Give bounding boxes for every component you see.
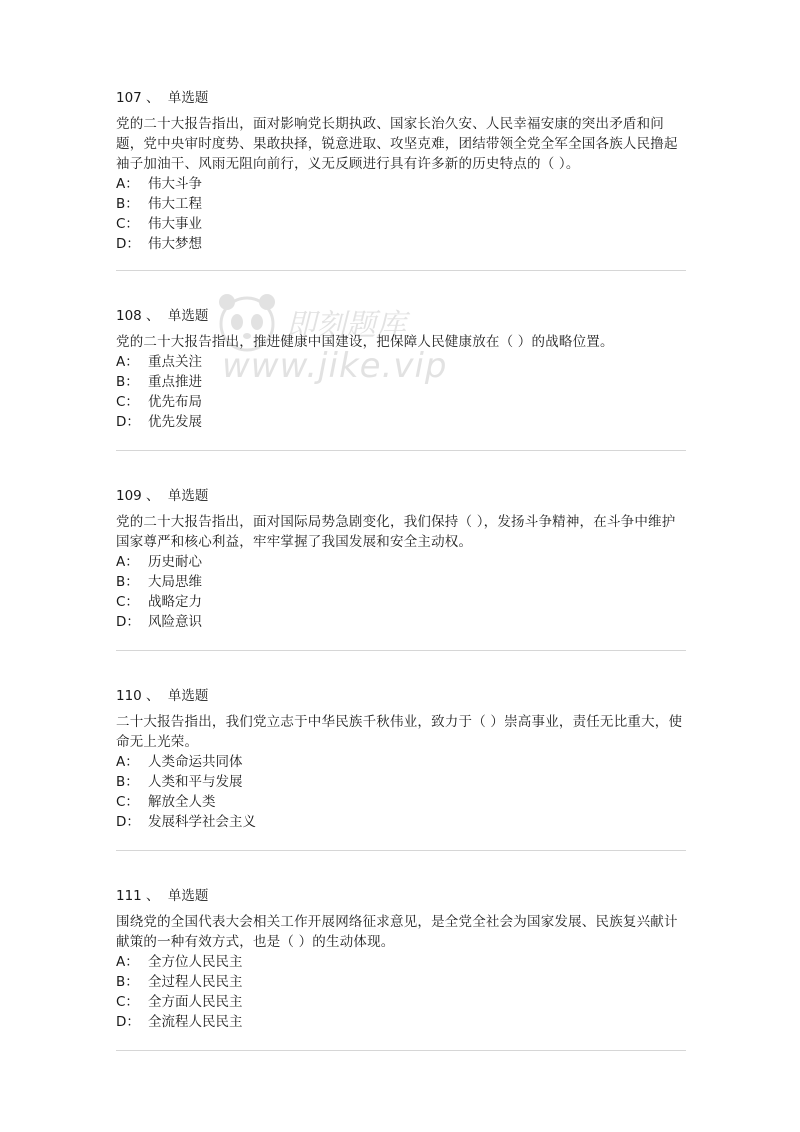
option-c: [116, 792, 686, 812]
option-b: [116, 194, 686, 214]
divider: [116, 270, 686, 271]
option-b: [116, 372, 686, 392]
option-c: [116, 592, 686, 612]
option-letter: C：: [116, 994, 139, 1010]
options-list: [116, 352, 686, 432]
question-number: 109 、: [116, 488, 160, 504]
option-text: 重点关注: [148, 354, 202, 370]
question-110: [116, 686, 686, 832]
question-107: [116, 88, 686, 254]
question-type: 单选题: [167, 488, 209, 504]
option-text: 重点推进: [148, 374, 202, 390]
option-d: [116, 234, 686, 254]
option-text: 全方位人民民主: [148, 954, 243, 970]
divider: [116, 850, 686, 851]
divider: [116, 450, 686, 451]
option-d: [116, 812, 686, 832]
options-list: [116, 952, 686, 1032]
option-b: [116, 772, 686, 792]
option-text: 全方面人民民主: [148, 994, 243, 1010]
option-text: 战略定力: [148, 594, 202, 610]
option-d: [116, 612, 686, 632]
option-letter: B：: [116, 774, 139, 790]
option-text: 风险意识: [148, 614, 202, 630]
option-c: [116, 392, 686, 412]
options-list: [116, 752, 686, 832]
option-text: 伟大斗争: [148, 176, 202, 192]
question-stem: 党的二十大报告指出，面对国际局势急剧变化，我们保持（ ），发扬斗争精神，在斗争中维护国家尊严和核心利益，牢牢掌握了我国发展和安全主动权。: [116, 514, 676, 550]
option-d: [116, 412, 686, 432]
option-letter: C：: [116, 594, 139, 610]
option-text: 全过程人民民主: [148, 974, 243, 990]
option-text: 优先发展: [148, 414, 202, 430]
question-111: [116, 886, 686, 1032]
option-d: [116, 1012, 686, 1032]
option-text: 历史耐心: [148, 554, 202, 570]
option-text: 优先布局: [148, 394, 202, 410]
option-letter: A：: [116, 554, 139, 570]
option-a: [116, 174, 686, 194]
question-number: 107 、: [116, 90, 160, 106]
option-letter: A：: [116, 954, 139, 970]
option-letter: D：: [116, 236, 140, 252]
question-number: 111 、: [116, 888, 160, 904]
option-text: 解放全人类: [148, 794, 216, 810]
option-text: 人类和平与发展: [148, 774, 243, 790]
question-type: 单选题: [167, 888, 209, 904]
option-letter: B：: [116, 374, 139, 390]
option-b: [116, 972, 686, 992]
option-text: 人类命运共同体: [148, 754, 243, 770]
question-number: 110 、: [116, 688, 160, 704]
option-letter: C：: [116, 216, 139, 232]
question-108: [116, 306, 686, 432]
question-stem: 党的二十大报告指出，推进健康中国建设，把保障人民健康放在（ ）的战略位置。: [116, 334, 614, 350]
option-c: [116, 992, 686, 1012]
question-type: 单选题: [167, 90, 209, 106]
option-text: 伟大事业: [148, 216, 202, 232]
question-stem: 党的二十大报告指出，面对影响党长期执政、国家长治久安、人民幸福安康的突出矛盾和问题，党中央审时度势、果敢抉择，锐意进取、攻坚克难，团结带领全党全军全国各族人民撸起袖子加油干、风雨无阻向前行，义无反顾进行具有许多新的历史特点的（ ）。: [116, 116, 678, 172]
divider: [116, 650, 686, 651]
option-letter: B：: [116, 574, 139, 590]
option-text: 大局思维: [148, 574, 202, 590]
options-list: [116, 174, 686, 254]
option-a: [116, 552, 686, 572]
option-a: [116, 752, 686, 772]
option-letter: A：: [116, 754, 139, 770]
option-text: 伟大工程: [148, 196, 202, 212]
option-letter: D：: [116, 614, 140, 630]
option-a: [116, 952, 686, 972]
option-text: 发展科学社会主义: [148, 814, 256, 830]
option-letter: C：: [116, 794, 139, 810]
options-list: [116, 552, 686, 632]
option-a: [116, 352, 686, 372]
option-c: [116, 214, 686, 234]
question-type: 单选题: [167, 688, 209, 704]
watermark-brand: 即刻题库: [286, 308, 406, 343]
option-letter: C：: [116, 394, 139, 410]
option-letter: A：: [116, 176, 139, 192]
option-letter: A：: [116, 354, 139, 370]
divider: [116, 1050, 686, 1051]
option-letter: D：: [116, 1014, 140, 1030]
option-letter: D：: [116, 814, 140, 830]
option-letter: D：: [116, 414, 140, 430]
watermark-site: www.jike.vip: [222, 346, 448, 386]
option-letter: B：: [116, 196, 139, 212]
option-text: 全流程人民民主: [148, 1014, 243, 1030]
question-header: [116, 306, 686, 326]
question-109: [116, 486, 686, 632]
question-header: [116, 88, 686, 108]
question-header: [116, 486, 686, 506]
question-type: 单选题: [167, 308, 209, 324]
question-header: [116, 686, 686, 706]
option-letter: B：: [116, 974, 139, 990]
question-stem: 二十大报告指出，我们党立志于中华民族千秋伟业，致力于（ ）崇高事业，责任无比重大，使命无上光荣。: [116, 714, 683, 750]
option-text: 伟大梦想: [148, 236, 202, 252]
option-b: [116, 572, 686, 592]
question-header: [116, 886, 686, 906]
question-stem: 围绕党的全国代表大会相关工作开展网络征求意见，是全党全社会为国家发展、民族复兴献计献策的一种有效方式，也是（ ）的生动体现。: [116, 914, 678, 950]
question-number: 108 、: [116, 308, 160, 324]
